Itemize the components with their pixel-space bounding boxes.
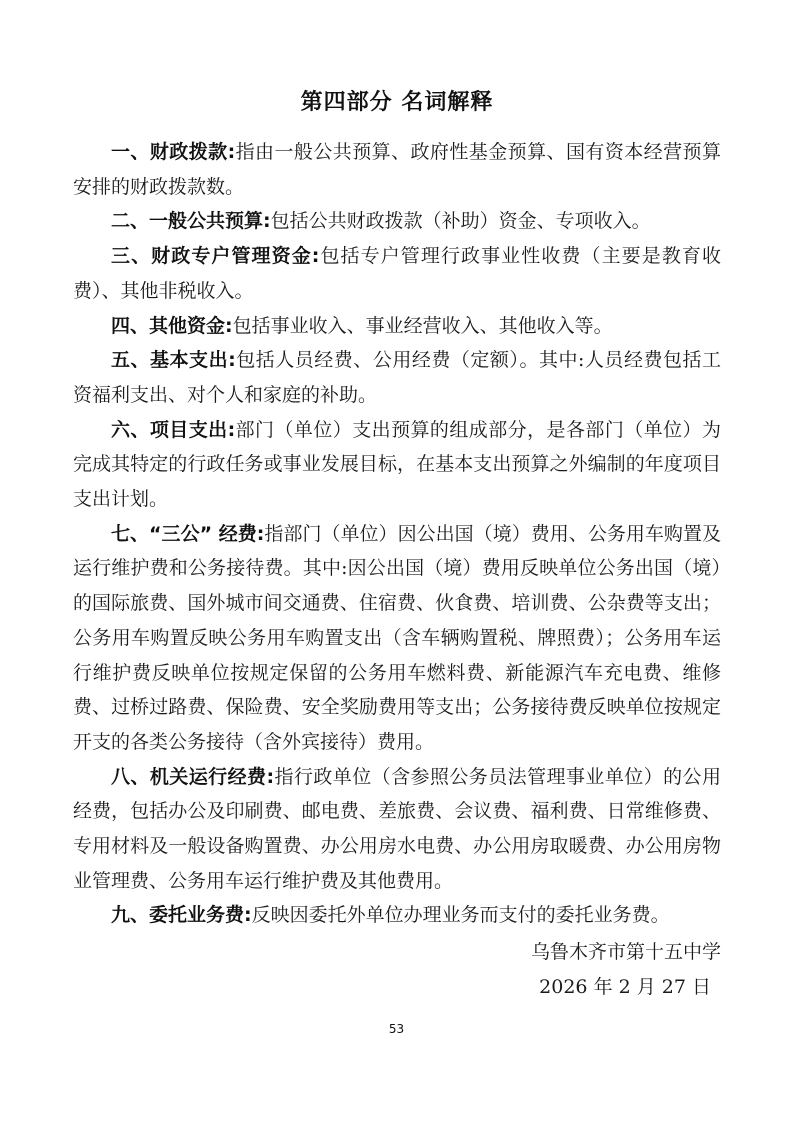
definition-body: 指部门（单位）因公出国（境）费用、公务用车购置及运行维护费和公务接待费。其中:因公出国（境）费用反映单位公务出国（境）的国际旅费、国外城市间交通费、住宿费、伙食费、培训费、公杂费等支出；公务用车购置反映公务用车购置支出（含车辆购置税、牌照费）；公务用车运行维护费反映单位按规定保留的公务用车燃料费、新能源汽车充电费、维修费、过桥过路费、保险费、安全奖励费用等支出；公务接待费反映单位按规定开支的各类公务接待（含外宾接待）费用。 — [73, 522, 721, 753]
page-title: 第四部分 名词解释 — [300, 90, 494, 115]
definition-term: 二、一般公共预算: — [111, 210, 271, 233]
document-content — [73, 89, 721, 1005]
definition-paragraph-1 — [73, 135, 721, 204]
definition-paragraph-2 — [73, 204, 721, 239]
definition-paragraph-5 — [73, 343, 721, 412]
definition-term: 三、财政专户管理资金: — [111, 245, 320, 268]
definition-paragraph-7 — [73, 517, 721, 760]
definition-body: 包括专户管理行政事业性收费（主要是教育收费）、其他非税收入。 — [73, 245, 721, 302]
definition-body: 部门（单位）支出预算的组成部分，是各部门（单位）为完成其特定的行政任务或事业发展目标，在基本支出预算之外编制的年度项目支出计划。 — [73, 418, 721, 511]
definition-body: 包括公共财政拨款（补助）资金、专项收入。 — [270, 210, 651, 233]
definition-term: 六、项目支出: — [111, 418, 236, 441]
definition-body: 包括人员经费、公用经费（定额）。其中:人员经费包括工资福利支出、对个人和家庭的补助。 — [73, 349, 721, 406]
definition-term: 七、“三公” 经费: — [111, 522, 265, 545]
definition-body: 包括事业收入、事业经营收入、其他收入等。 — [232, 314, 613, 337]
definition-body: 指由一般公共预算、政府性基金预算、国有资本经营预算安排的财政拨款数。 — [73, 141, 721, 198]
signature-date: 2026 年 2 月 27 日 — [539, 975, 711, 998]
definition-term: 一、财政拨款: — [111, 141, 236, 163]
definition-paragraph-4 — [73, 309, 721, 344]
definition-body: 反映因委托外单位办理业务而支付的委托业务费。 — [251, 904, 670, 927]
definition-paragraph-3 — [73, 239, 721, 308]
definition-term: 四、其他资金: — [111, 314, 233, 337]
definition-term: 五、基本支出: — [111, 349, 236, 372]
definition-body: 指行政单位（含参照公务员法管理事业单位）的公用经费，包括办公及印刷费、邮电费、差旅费、会议费、福利费、日常维修费、专用材料及一般设备购置费、办公用房水电费、办公用房取暖费、办公用房物业管理费、公务用车运行维护费及其他费用。 — [73, 765, 721, 892]
definition-paragraph-8 — [73, 760, 721, 899]
definition-paragraph-9 — [73, 898, 721, 933]
definition-term: 九、委托业务费: — [111, 904, 252, 927]
definition-term: 八、机关运行经费: — [111, 765, 275, 788]
signature-org-name: 乌鲁木齐市第十五中学 — [530, 941, 721, 964]
definition-paragraph-6 — [73, 413, 721, 517]
page-number: 53 — [388, 1022, 405, 1036]
